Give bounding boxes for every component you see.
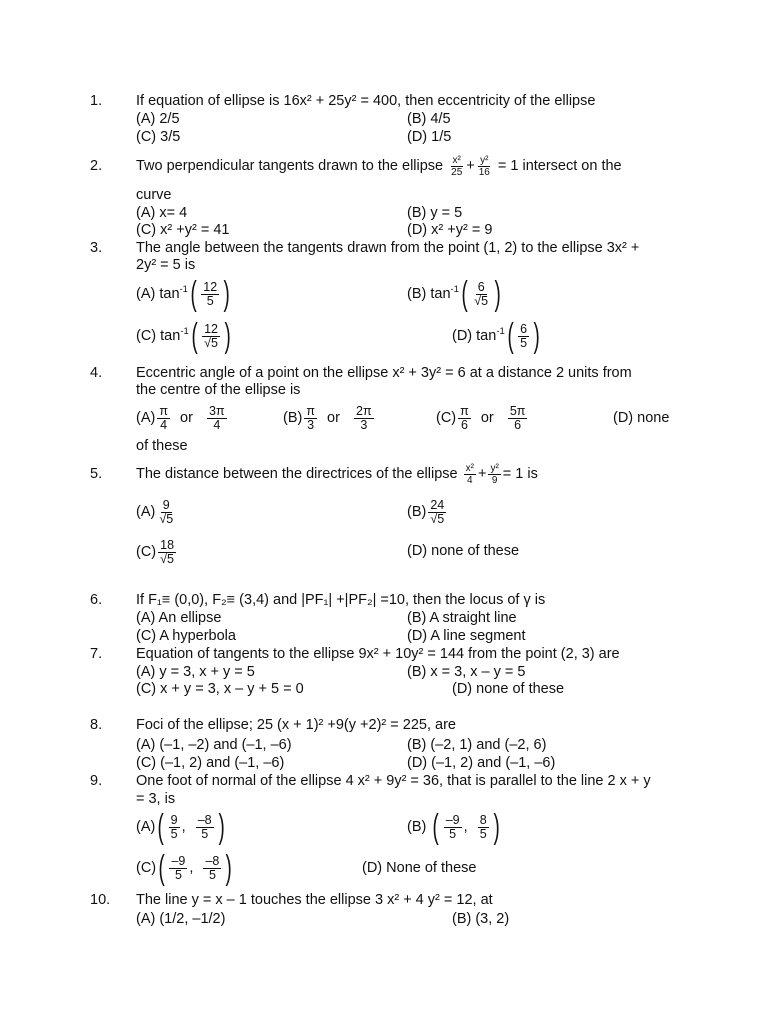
- question-text-cont: the centre of the ellipse is: [136, 382, 301, 398]
- option-d: (D) x² +y² = 9: [407, 222, 493, 238]
- option-b: (B) (–2, 1) and (–2, 6): [407, 737, 547, 753]
- question-text: If equation of ellipse is 16x² + 25y² = 400, then eccentricity of the ellipse: [136, 93, 596, 109]
- option-b: (B) 4/5: [407, 111, 451, 127]
- option-a: (A) 9 √ 5: [136, 492, 177, 532]
- option-d: (D) none of these: [452, 681, 565, 697]
- option-c: (C) (–1, 2) and (–1, –6): [136, 755, 285, 771]
- question-text-cont: 2y² = 5 is: [136, 257, 196, 273]
- question-number: 5.: [90, 466, 103, 482]
- option-d: (D) none: [613, 410, 670, 426]
- option-c: (C) ( –9 5 , –8 5 ): [136, 849, 233, 888]
- question-text: Eccentric angle of a point on the ellipse x² + 3y² = 6 at a distance 2 units from: [136, 365, 632, 381]
- option-a: (A) $\frac{\pi}{4}$ or $\frac{3\pi}{4}$: [136, 403, 225, 432]
- option-b: (B) y = 5: [407, 205, 463, 221]
- option-b: (B) x = 3, x – y = 5: [407, 664, 526, 680]
- question-text-end: = 1 intersect on the: [497, 158, 622, 174]
- question-text-cont: curve: [136, 187, 172, 203]
- option-c: (C) $\frac{\pi}{6}$ or $\frac{5\pi}{6}$: [436, 403, 526, 432]
- option-a: (A) (–1, –2) and (–1, –6): [136, 737, 292, 753]
- question-number: 9.: [90, 773, 103, 789]
- option-a: (A) ( 9 5 , –8 5 ): [136, 808, 225, 847]
- option-b: (B) ( –9 5 , 8 5 ): [407, 808, 500, 847]
- option-d: (D) none of these: [407, 543, 520, 559]
- option-d: (D) A line segment: [407, 628, 526, 644]
- question-number: 2.: [90, 158, 103, 174]
- option-b: (B) (3, 2): [452, 911, 510, 927]
- question-number: 4.: [90, 365, 103, 381]
- question-number: 10.: [90, 892, 111, 908]
- option-c: (C) 3/5: [136, 129, 181, 145]
- option-b: (B) A straight line: [407, 610, 517, 626]
- question-number: 8.: [90, 717, 103, 733]
- option-a: (A) y = 3, x + y = 5: [136, 664, 255, 680]
- option-a: (A) An ellipse: [136, 610, 222, 626]
- option-d: (D) 1/5: [407, 129, 452, 145]
- question-text-start: Two perpendicular tangents drawn to the ellipse: [136, 158, 444, 174]
- option-c: (C) 18 √ 5: [136, 532, 178, 572]
- option-c: (C) A hyperbola: [136, 628, 236, 644]
- option-c: (C) x + y = 3, x – y + 5 = 0: [136, 681, 304, 697]
- question-text: The line y = x – 1 touches the ellipse 3 x² + 4 y² = 12, at: [136, 892, 493, 908]
- fraction: $\frac{\text{y²}}{16}$: [478, 154, 490, 178]
- question-text: If F₁≡ (0,0), F₂≡ (3,4) and |PF₁| +|PF₂| =10, then the locus of γ is: [136, 592, 546, 608]
- option-c: (C) $\tan^{-1}$ ( 12 √ 5 ): [136, 316, 233, 356]
- question-number: 3.: [90, 240, 103, 256]
- option-d: (D) (–1, 2) and (–1, –6): [407, 755, 556, 771]
- question-text: Equation of tangents to the ellipse 9x² + 10y² = 144 from the point (2, 3) are: [136, 646, 620, 662]
- question-text: Foci of the ellipse; 25 (x + 1)² +9(y +2)² = 225, are: [136, 717, 456, 733]
- question-number: 7.: [90, 646, 103, 662]
- option-b: (B) $\frac{\pi}{3}$ or $\frac{2\pi}{3}$: [283, 403, 372, 432]
- question-text-cont: = 3, is: [136, 791, 176, 807]
- option-a: (A) $\tan^{-1}$ ( 12 5 ): [136, 275, 230, 314]
- question-text: Two perpendicular tangents drawn to the ellipse $\frac{\text{x²}}{25}$ + $\frac{\text{y²}}{16}$ = 1 intersect on the: [136, 154, 622, 178]
- option-b: (B) $\tan^{-1}$ ( 6 √ 5 ): [407, 274, 503, 314]
- question-text: One foot of normal of the ellipse 4 x² + 9y² = 36, that is parallel to the line 2 x + y: [136, 773, 651, 789]
- question-text: The angle between the tangents drawn from the point (1, 2) to the ellipse 3x² +: [136, 240, 640, 256]
- option-b: (B) 24 √ 5: [407, 492, 448, 532]
- fraction: $\frac{\text{x²}}{25}$: [451, 154, 463, 178]
- question-number: 1.: [90, 93, 103, 109]
- question-number: 6.: [90, 592, 103, 608]
- option-a: (A) 2/5: [136, 111, 180, 127]
- option-a: (A) (1/2, –1/2): [136, 911, 226, 927]
- question-text: The distance between the directrices of the ellipse $\frac{\text{x²}}{4}$ + $\frac{\text{y²}}{9}$ = 1 is: [136, 462, 538, 486]
- option-d-cont: of these: [136, 438, 188, 454]
- option-d: (D) None of these: [362, 860, 477, 876]
- option-d: (D) $\tan^{-1}$ ( 6 5 ): [452, 317, 540, 356]
- option-a: (A) x= 4: [136, 205, 188, 221]
- option-c: (C) x² +y² = 41: [136, 222, 230, 238]
